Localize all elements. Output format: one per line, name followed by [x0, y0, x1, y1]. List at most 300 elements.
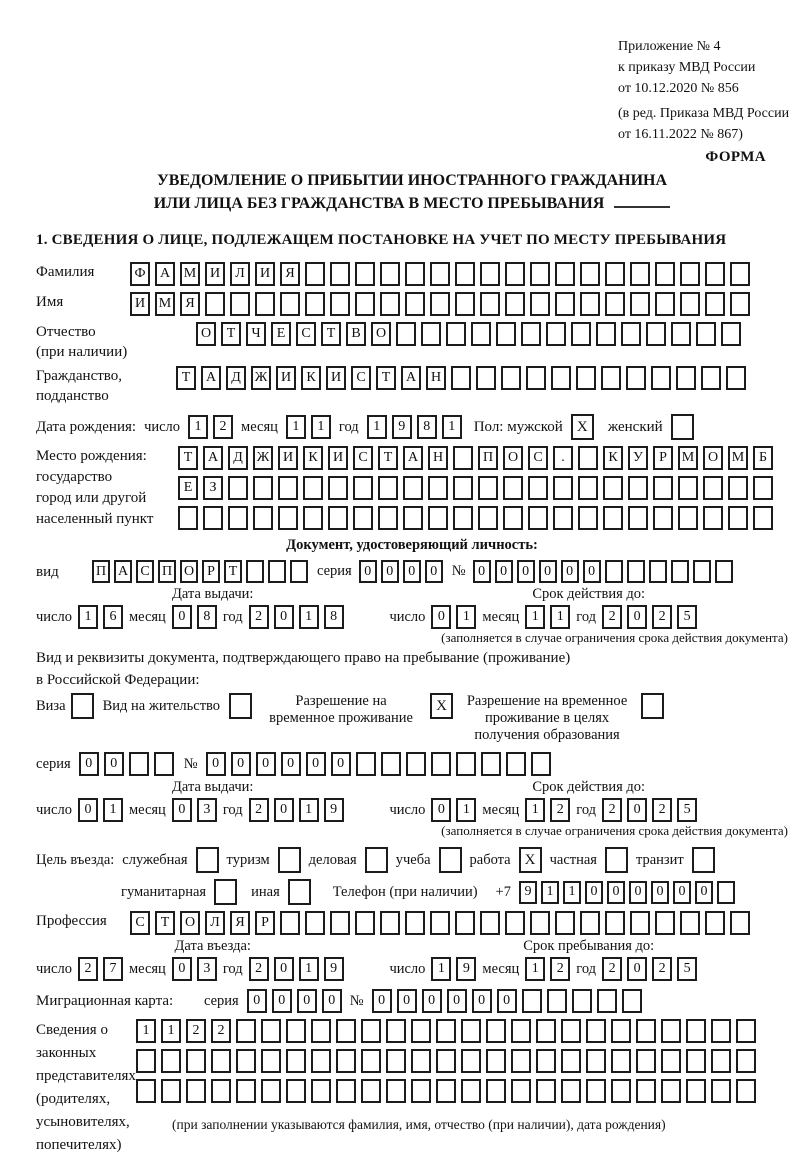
char-cell[interactable]: М — [155, 292, 175, 316]
char-cell[interactable]: Л — [230, 262, 250, 286]
char-cell[interactable]: К — [303, 446, 323, 470]
char-cell[interactable]: 0 — [297, 989, 317, 1013]
char-cell[interactable]: 0 — [447, 989, 467, 1013]
char-cell[interactable]: Л — [205, 911, 225, 935]
char-cell[interactable] — [701, 366, 721, 390]
char-cell[interactable] — [671, 322, 691, 346]
char-cell[interactable] — [605, 292, 625, 316]
char-cell[interactable] — [627, 560, 645, 583]
checkbox-rabota[interactable]: X — [519, 847, 542, 873]
char-cell[interactable]: 2 — [550, 957, 570, 981]
checkbox-vid-na-zhitelstvo[interactable] — [229, 693, 252, 719]
char-cell[interactable] — [253, 476, 273, 500]
char-cell[interactable] — [278, 476, 298, 500]
char-cell[interactable] — [411, 1079, 431, 1103]
char-cell[interactable] — [278, 506, 298, 530]
char-cell[interactable]: Т — [224, 560, 242, 583]
char-cell[interactable]: 2 — [249, 798, 269, 822]
char-cell[interactable] — [571, 322, 591, 346]
char-cell[interactable] — [478, 506, 498, 530]
char-cell[interactable]: 1 — [299, 605, 319, 629]
char-cell[interactable]: П — [478, 446, 498, 470]
char-cell[interactable]: 1 — [286, 415, 306, 439]
char-cell[interactable] — [726, 366, 746, 390]
char-cell[interactable]: 1 — [442, 415, 462, 439]
char-cell[interactable] — [476, 366, 496, 390]
char-cell[interactable] — [361, 1019, 381, 1043]
char-cell[interactable] — [661, 1019, 681, 1043]
char-cell[interactable] — [436, 1019, 456, 1043]
char-cell[interactable] — [580, 262, 600, 286]
char-cell[interactable]: К — [603, 446, 623, 470]
char-cell[interactable] — [356, 752, 376, 776]
char-cell[interactable]: 0 — [695, 881, 713, 904]
char-cell[interactable]: Т — [178, 446, 198, 470]
char-cell[interactable] — [711, 1049, 731, 1073]
char-cell[interactable] — [753, 476, 773, 500]
char-cell[interactable] — [661, 1049, 681, 1073]
char-cell[interactable] — [303, 476, 323, 500]
char-cell[interactable]: 1 — [161, 1019, 181, 1043]
char-cell[interactable] — [255, 292, 275, 316]
char-cell[interactable] — [555, 262, 575, 286]
char-cell[interactable] — [530, 292, 550, 316]
char-cell[interactable] — [730, 911, 750, 935]
char-cell[interactable] — [361, 1049, 381, 1073]
char-cell[interactable]: Е — [178, 476, 198, 500]
char-cell[interactable] — [572, 989, 592, 1013]
char-cell[interactable]: О — [503, 446, 523, 470]
char-cell[interactable] — [211, 1049, 231, 1073]
checkbox-rvp[interactable]: X — [430, 693, 453, 719]
char-cell[interactable] — [686, 1079, 706, 1103]
char-cell[interactable]: Т — [176, 366, 196, 390]
checkbox-ucheba[interactable] — [439, 847, 462, 873]
char-cell[interactable]: З — [203, 476, 223, 500]
char-cell[interactable] — [305, 292, 325, 316]
char-cell[interactable]: 0 — [397, 989, 417, 1013]
char-cell[interactable]: К — [301, 366, 321, 390]
checkbox-male[interactable]: X — [571, 414, 594, 440]
char-cell[interactable] — [405, 911, 425, 935]
char-cell[interactable] — [578, 446, 598, 470]
char-cell[interactable] — [136, 1079, 156, 1103]
char-cell[interactable] — [655, 292, 675, 316]
char-cell[interactable] — [268, 560, 286, 583]
char-cell[interactable]: 0 — [539, 560, 557, 583]
char-cell[interactable]: М — [678, 446, 698, 470]
char-cell[interactable]: И — [205, 262, 225, 286]
char-cell[interactable]: А — [201, 366, 221, 390]
char-cell[interactable] — [536, 1019, 556, 1043]
char-cell[interactable]: У — [628, 446, 648, 470]
checkbox-turizm[interactable] — [278, 847, 301, 873]
char-cell[interactable]: 0 — [403, 560, 421, 583]
char-cell[interactable] — [336, 1079, 356, 1103]
char-cell[interactable] — [611, 1019, 631, 1043]
char-cell[interactable]: Т — [321, 322, 341, 346]
char-cell[interactable]: 0 — [359, 560, 377, 583]
char-cell[interactable]: 2 — [550, 798, 570, 822]
char-cell[interactable] — [626, 366, 646, 390]
char-cell[interactable] — [186, 1049, 206, 1073]
char-cell[interactable]: 0 — [231, 752, 251, 776]
char-cell[interactable]: Д — [226, 366, 246, 390]
char-cell[interactable] — [261, 1019, 281, 1043]
char-cell[interactable]: 0 — [629, 881, 647, 904]
char-cell[interactable] — [311, 1049, 331, 1073]
char-cell[interactable]: 1 — [431, 957, 451, 981]
char-cell[interactable] — [630, 262, 650, 286]
char-cell[interactable]: 7 — [103, 957, 123, 981]
char-cell[interactable]: 1 — [456, 605, 476, 629]
char-cell[interactable] — [586, 1019, 606, 1043]
char-cell[interactable]: П — [158, 560, 176, 583]
char-cell[interactable] — [286, 1019, 306, 1043]
char-cell[interactable] — [455, 911, 475, 935]
char-cell[interactable]: 0 — [472, 989, 492, 1013]
char-cell[interactable]: 2 — [249, 605, 269, 629]
char-cell[interactable] — [551, 366, 571, 390]
char-cell[interactable]: 1 — [299, 798, 319, 822]
char-cell[interactable]: 1 — [367, 415, 387, 439]
char-cell[interactable] — [129, 752, 149, 776]
char-cell[interactable] — [486, 1019, 506, 1043]
char-cell[interactable] — [411, 1019, 431, 1043]
char-cell[interactable] — [636, 1019, 656, 1043]
char-cell[interactable] — [336, 1049, 356, 1073]
char-cell[interactable] — [728, 476, 748, 500]
char-cell[interactable] — [736, 1079, 756, 1103]
char-cell[interactable] — [578, 506, 598, 530]
char-cell[interactable] — [236, 1019, 256, 1043]
char-cell[interactable] — [353, 476, 373, 500]
char-cell[interactable] — [253, 506, 273, 530]
checkbox-rvp-obrazovanie[interactable] — [641, 693, 664, 719]
char-cell[interactable]: 0 — [104, 752, 124, 776]
char-cell[interactable] — [505, 911, 525, 935]
char-cell[interactable]: 0 — [306, 752, 326, 776]
char-cell[interactable] — [328, 476, 348, 500]
char-cell[interactable]: 0 — [172, 957, 192, 981]
char-cell[interactable] — [428, 506, 448, 530]
char-cell[interactable]: 0 — [497, 989, 517, 1013]
char-cell[interactable]: Т — [376, 366, 396, 390]
char-cell[interactable] — [436, 1079, 456, 1103]
char-cell[interactable] — [330, 292, 350, 316]
char-cell[interactable] — [680, 911, 700, 935]
char-cell[interactable] — [480, 911, 500, 935]
char-cell[interactable] — [580, 911, 600, 935]
char-cell[interactable] — [578, 476, 598, 500]
char-cell[interactable] — [605, 560, 623, 583]
char-cell[interactable] — [671, 560, 689, 583]
char-cell[interactable]: С — [130, 911, 150, 935]
char-cell[interactable]: 2 — [213, 415, 233, 439]
char-cell[interactable]: 0 — [422, 989, 442, 1013]
char-cell[interactable]: 0 — [425, 560, 443, 583]
char-cell[interactable]: 0 — [256, 752, 276, 776]
char-cell[interactable] — [501, 366, 521, 390]
char-cell[interactable] — [330, 262, 350, 286]
char-cell[interactable]: 0 — [331, 752, 351, 776]
char-cell[interactable] — [286, 1049, 306, 1073]
char-cell[interactable]: Ж — [253, 446, 273, 470]
char-cell[interactable]: 0 — [431, 798, 451, 822]
char-cell[interactable] — [430, 911, 450, 935]
char-cell[interactable]: 2 — [186, 1019, 206, 1043]
char-cell[interactable] — [461, 1049, 481, 1073]
char-cell[interactable] — [481, 752, 501, 776]
char-cell[interactable]: Р — [202, 560, 220, 583]
char-cell[interactable] — [461, 1079, 481, 1103]
char-cell[interactable] — [480, 262, 500, 286]
char-cell[interactable] — [328, 506, 348, 530]
char-cell[interactable] — [628, 476, 648, 500]
char-cell[interactable]: 9 — [456, 957, 476, 981]
char-cell[interactable]: С — [528, 446, 548, 470]
char-cell[interactable] — [522, 989, 542, 1013]
char-cell[interactable]: 1 — [525, 605, 545, 629]
char-cell[interactable] — [261, 1079, 281, 1103]
char-cell[interactable] — [686, 1019, 706, 1043]
char-cell[interactable] — [430, 262, 450, 286]
char-cell[interactable] — [386, 1079, 406, 1103]
char-cell[interactable]: 2 — [211, 1019, 231, 1043]
char-cell[interactable] — [611, 1049, 631, 1073]
char-cell[interactable] — [561, 1079, 581, 1103]
char-cell[interactable]: 1 — [550, 605, 570, 629]
char-cell[interactable] — [730, 262, 750, 286]
char-cell[interactable] — [686, 1049, 706, 1073]
char-cell[interactable] — [530, 262, 550, 286]
char-cell[interactable]: Б — [753, 446, 773, 470]
char-cell[interactable] — [649, 560, 667, 583]
char-cell[interactable] — [380, 292, 400, 316]
char-cell[interactable]: 0 — [372, 989, 392, 1013]
char-cell[interactable] — [430, 292, 450, 316]
char-cell[interactable] — [622, 989, 642, 1013]
char-cell[interactable] — [705, 911, 725, 935]
char-cell[interactable]: А — [401, 366, 421, 390]
char-cell[interactable] — [230, 292, 250, 316]
char-cell[interactable] — [655, 911, 675, 935]
char-cell[interactable] — [511, 1079, 531, 1103]
char-cell[interactable]: О — [371, 322, 391, 346]
checkbox-sluzhebnaya[interactable] — [196, 847, 219, 873]
char-cell[interactable]: Р — [653, 446, 673, 470]
char-cell[interactable] — [386, 1049, 406, 1073]
char-cell[interactable] — [236, 1049, 256, 1073]
char-cell[interactable] — [386, 1019, 406, 1043]
char-cell[interactable] — [161, 1079, 181, 1103]
char-cell[interactable]: 3 — [197, 798, 217, 822]
char-cell[interactable] — [378, 476, 398, 500]
char-cell[interactable] — [456, 752, 476, 776]
char-cell[interactable]: 0 — [274, 605, 294, 629]
char-cell[interactable] — [403, 506, 423, 530]
char-cell[interactable] — [546, 322, 566, 346]
char-cell[interactable]: 0 — [561, 560, 579, 583]
char-cell[interactable]: С — [351, 366, 371, 390]
char-cell[interactable]: Т — [221, 322, 241, 346]
char-cell[interactable]: С — [296, 322, 316, 346]
char-cell[interactable] — [405, 292, 425, 316]
char-cell[interactable] — [403, 476, 423, 500]
char-cell[interactable] — [636, 1079, 656, 1103]
char-cell[interactable] — [653, 506, 673, 530]
checkbox-gumanitarnaya[interactable] — [214, 879, 237, 905]
char-cell[interactable]: Д — [228, 446, 248, 470]
char-cell[interactable] — [378, 506, 398, 530]
char-cell[interactable]: О — [180, 911, 200, 935]
char-cell[interactable] — [486, 1049, 506, 1073]
char-cell[interactable]: С — [136, 560, 154, 583]
char-cell[interactable] — [605, 911, 625, 935]
char-cell[interactable] — [355, 292, 375, 316]
char-cell[interactable]: Р — [255, 911, 275, 935]
char-cell[interactable] — [711, 1079, 731, 1103]
char-cell[interactable]: 0 — [495, 560, 513, 583]
char-cell[interactable]: 6 — [103, 605, 123, 629]
char-cell[interactable]: 5 — [677, 605, 697, 629]
char-cell[interactable] — [154, 752, 174, 776]
char-cell[interactable]: Н — [426, 366, 446, 390]
char-cell[interactable] — [505, 262, 525, 286]
char-cell[interactable] — [355, 911, 375, 935]
char-cell[interactable]: 0 — [172, 798, 192, 822]
char-cell[interactable]: 1 — [563, 881, 581, 904]
char-cell[interactable] — [536, 1079, 556, 1103]
char-cell[interactable] — [596, 322, 616, 346]
char-cell[interactable] — [531, 752, 551, 776]
char-cell[interactable] — [547, 989, 567, 1013]
char-cell[interactable] — [661, 1079, 681, 1103]
char-cell[interactable]: 0 — [381, 560, 399, 583]
char-cell[interactable]: О — [180, 560, 198, 583]
char-cell[interactable]: 1 — [103, 798, 123, 822]
char-cell[interactable] — [646, 322, 666, 346]
char-cell[interactable]: Н — [428, 446, 448, 470]
char-cell[interactable] — [380, 911, 400, 935]
char-cell[interactable] — [693, 560, 711, 583]
char-cell[interactable] — [505, 292, 525, 316]
char-cell[interactable] — [486, 1079, 506, 1103]
char-cell[interactable] — [711, 1019, 731, 1043]
char-cell[interactable]: 0 — [473, 560, 491, 583]
char-cell[interactable] — [431, 752, 451, 776]
char-cell[interactable]: 8 — [197, 605, 217, 629]
char-cell[interactable]: 2 — [78, 957, 98, 981]
char-cell[interactable]: Т — [378, 446, 398, 470]
char-cell[interactable] — [597, 989, 617, 1013]
char-cell[interactable] — [555, 292, 575, 316]
char-cell[interactable] — [511, 1019, 531, 1043]
char-cell[interactable] — [428, 476, 448, 500]
char-cell[interactable]: 0 — [517, 560, 535, 583]
char-cell[interactable] — [753, 506, 773, 530]
char-cell[interactable]: А — [203, 446, 223, 470]
char-cell[interactable] — [678, 506, 698, 530]
char-cell[interactable]: А — [155, 262, 175, 286]
char-cell[interactable] — [471, 322, 491, 346]
char-cell[interactable] — [653, 476, 673, 500]
char-cell[interactable] — [380, 262, 400, 286]
char-cell[interactable] — [528, 476, 548, 500]
char-cell[interactable] — [330, 911, 350, 935]
char-cell[interactable]: 0 — [627, 798, 647, 822]
char-cell[interactable] — [506, 752, 526, 776]
char-cell[interactable]: 0 — [322, 989, 342, 1013]
char-cell[interactable] — [603, 476, 623, 500]
char-cell[interactable]: И — [130, 292, 150, 316]
char-cell[interactable]: 9 — [324, 798, 344, 822]
char-cell[interactable] — [311, 1079, 331, 1103]
char-cell[interactable] — [455, 262, 475, 286]
char-cell[interactable]: 0 — [583, 560, 601, 583]
char-cell[interactable]: 0 — [607, 881, 625, 904]
char-cell[interactable]: 2 — [652, 605, 672, 629]
char-cell[interactable]: 3 — [197, 957, 217, 981]
checkbox-viza[interactable] — [71, 693, 94, 719]
char-cell[interactable] — [736, 1019, 756, 1043]
char-cell[interactable]: 2 — [652, 798, 672, 822]
char-cell[interactable] — [161, 1049, 181, 1073]
char-cell[interactable]: 0 — [585, 881, 603, 904]
char-cell[interactable] — [680, 262, 700, 286]
char-cell[interactable]: 1 — [299, 957, 319, 981]
char-cell[interactable] — [601, 366, 621, 390]
char-cell[interactable] — [561, 1049, 581, 1073]
char-cell[interactable] — [246, 560, 264, 583]
char-cell[interactable]: 0 — [431, 605, 451, 629]
char-cell[interactable] — [286, 1079, 306, 1103]
char-cell[interactable]: Ч — [246, 322, 266, 346]
char-cell[interactable]: 0 — [627, 605, 647, 629]
char-cell[interactable]: 8 — [417, 415, 437, 439]
char-cell[interactable]: 1 — [525, 957, 545, 981]
char-cell[interactable] — [630, 292, 650, 316]
char-cell[interactable]: 1 — [78, 605, 98, 629]
char-cell[interactable]: А — [114, 560, 132, 583]
checkbox-delovaya[interactable] — [365, 847, 388, 873]
char-cell[interactable] — [421, 322, 441, 346]
char-cell[interactable]: О — [196, 322, 216, 346]
char-cell[interactable] — [228, 476, 248, 500]
char-cell[interactable] — [453, 446, 473, 470]
char-cell[interactable] — [555, 911, 575, 935]
char-cell[interactable] — [580, 292, 600, 316]
char-cell[interactable] — [446, 322, 466, 346]
char-cell[interactable] — [628, 506, 648, 530]
char-cell[interactable]: 0 — [281, 752, 301, 776]
char-cell[interactable] — [405, 262, 425, 286]
char-cell[interactable] — [586, 1079, 606, 1103]
char-cell[interactable] — [451, 366, 471, 390]
char-cell[interactable] — [528, 506, 548, 530]
char-cell[interactable] — [211, 1079, 231, 1103]
char-cell[interactable]: 1 — [456, 798, 476, 822]
char-cell[interactable]: 1 — [541, 881, 559, 904]
char-cell[interactable]: Я — [180, 292, 200, 316]
char-cell[interactable]: . — [553, 446, 573, 470]
char-cell[interactable]: П — [92, 560, 110, 583]
checkbox-inaya[interactable] — [288, 879, 311, 905]
char-cell[interactable]: Е — [271, 322, 291, 346]
char-cell[interactable] — [496, 322, 516, 346]
char-cell[interactable]: И — [328, 446, 348, 470]
char-cell[interactable] — [411, 1049, 431, 1073]
